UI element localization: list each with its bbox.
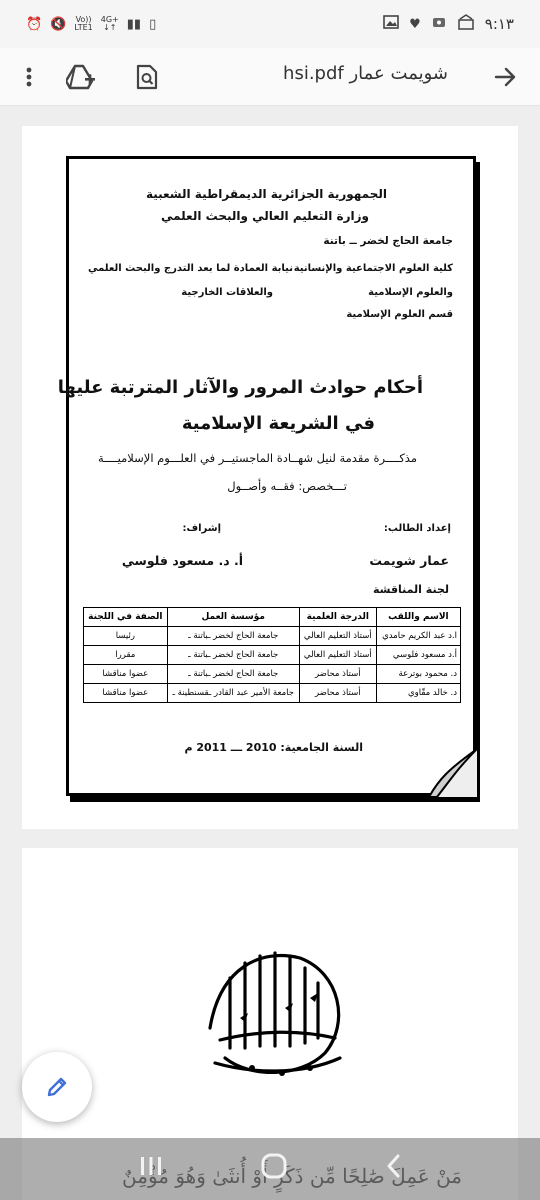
vpn-icon — [431, 15, 447, 33]
pdf-page-1[interactable] — [22, 126, 518, 829]
page-curl-icon — [429, 749, 477, 797]
table-row — [84, 665, 461, 684]
mute-icon: 🔇 — [50, 16, 67, 32]
jury-col-institution: مؤسسة العمل — [167, 608, 299, 627]
jury-table — [83, 607, 461, 703]
jury-col-rank: الدرجة العلمية — [299, 608, 376, 627]
academic-year: السنة الجامعية: 2010 ـــ 2011 م — [184, 741, 363, 754]
jury-cell: عضوا مناقشا — [84, 684, 168, 703]
search-in-file-icon[interactable] — [130, 60, 164, 94]
screenshot-icon — [457, 14, 475, 34]
republic-name: الجمهورية الجزائرية الديمقراطية الشعبية — [145, 187, 387, 201]
student-name: عمار شويمت — [369, 553, 449, 568]
ministry-name: وزارة التعليم العالي والبحث العلمي — [160, 209, 369, 223]
volte-indicator: Vo)) LTE1 — [74, 15, 93, 32]
specialty: تـــخصص: فقــه وأصــول — [227, 479, 347, 493]
jury-cell: د. خالد مقّاوي — [376, 684, 460, 703]
department-name: قسم العلوم الإسلامية — [346, 309, 453, 320]
add-to-drive-icon[interactable] — [64, 60, 98, 94]
supervisor-name: أ. د. مسعود فلوسي — [121, 553, 243, 568]
table-row — [84, 627, 461, 646]
faculty-name-line2: والعلوم الإسلامية — [368, 287, 453, 298]
home-icon[interactable] — [260, 1152, 288, 1187]
faculty-name-line1: كلية العلوم الاجتماعية والإنسانية — [293, 263, 453, 274]
edit-pencil-icon — [45, 1075, 69, 1099]
alarm-icon: ⏰ — [26, 16, 43, 32]
jury-title: لجنة المناقشة — [372, 583, 449, 596]
student-label: إعداد الطالب: — [383, 523, 451, 534]
jury-col-name: الاسم واللقب — [376, 608, 460, 627]
jury-cell: أ.د مسعود فلوسي — [376, 646, 460, 665]
heart-icon: ♥ — [409, 16, 421, 32]
thesis-title-line1: أحكام حوادث المرور والآثار المترتبة عليها — [57, 377, 423, 398]
clock: ٩:١٣ — [484, 15, 514, 33]
jury-cell: جامعة الحاج لخضر ـباتنة ـ — [167, 665, 299, 684]
back-arrow-icon[interactable] — [488, 60, 522, 94]
status-left — [26, 16, 156, 32]
thesis-title-line2: في الشريعة الإسلامية — [181, 413, 375, 434]
jury-cell: د. محمود بوترعة — [376, 665, 460, 684]
jury-cell: عضوا مناقشا — [84, 665, 168, 684]
title-page-frame — [57, 156, 476, 796]
file-name: شويمت عمار hsi.pdf — [283, 63, 448, 84]
jury-header-row — [84, 608, 461, 627]
table-row — [84, 684, 461, 703]
jury-cell: أستاذ محاضر — [299, 684, 376, 703]
jury-cell: مقررا — [84, 646, 168, 665]
gallery-icon — [383, 15, 399, 33]
jury-cell: أستاذ التعليم العالي — [299, 646, 376, 665]
jury-cell: أستاذ التعليم العالي — [299, 627, 376, 646]
status-bar — [0, 0, 540, 48]
signal-icon: ▮▮ — [126, 16, 142, 32]
network-indicator: 4G+ ↓↑ — [100, 15, 119, 32]
status-right — [383, 14, 514, 34]
edit-button[interactable] — [22, 1052, 92, 1122]
basmala-calligraphy-icon — [190, 928, 360, 1088]
jury-cell: جامعة الأمير عبد القادر ـقسنطينة ـ — [167, 684, 299, 703]
deanery-line2: والعلاقات الخارجية — [181, 287, 273, 298]
app-bar — [0, 48, 540, 106]
supervisor-label: إشراف: — [182, 523, 221, 534]
deanery-line1: نيابة العمادة لما بعد التدرج والبحث العلمي — [87, 263, 293, 274]
jury-col-role: الصفة في اللجنة — [84, 608, 168, 627]
university-name: جامعة الحاج لخضر ــ باتنة — [323, 235, 453, 247]
jury-cell: جامعة الحاج لخضر ـباتنة ـ — [167, 646, 299, 665]
battery-icon: ▯ — [149, 16, 157, 32]
jury-cell: رئيسا — [84, 627, 168, 646]
recents-icon[interactable] — [139, 1154, 163, 1184]
jury-cell: أستاذ محاضر — [299, 665, 376, 684]
jury-cell: جامعة الحاج لخضر ـباتنة ـ — [167, 627, 299, 646]
thesis-subtitle: مذكــــرة مقدمة لنيل شهــادة الماجستيــر في العلـــوم الإسلاميــــة — [98, 451, 417, 465]
back-icon[interactable] — [385, 1153, 401, 1186]
jury-cell: ا.د عبد الكريم حامدي — [376, 627, 460, 646]
navigation-bar — [0, 1138, 540, 1200]
more-vert-icon[interactable] — [12, 60, 46, 94]
table-row — [84, 646, 461, 665]
